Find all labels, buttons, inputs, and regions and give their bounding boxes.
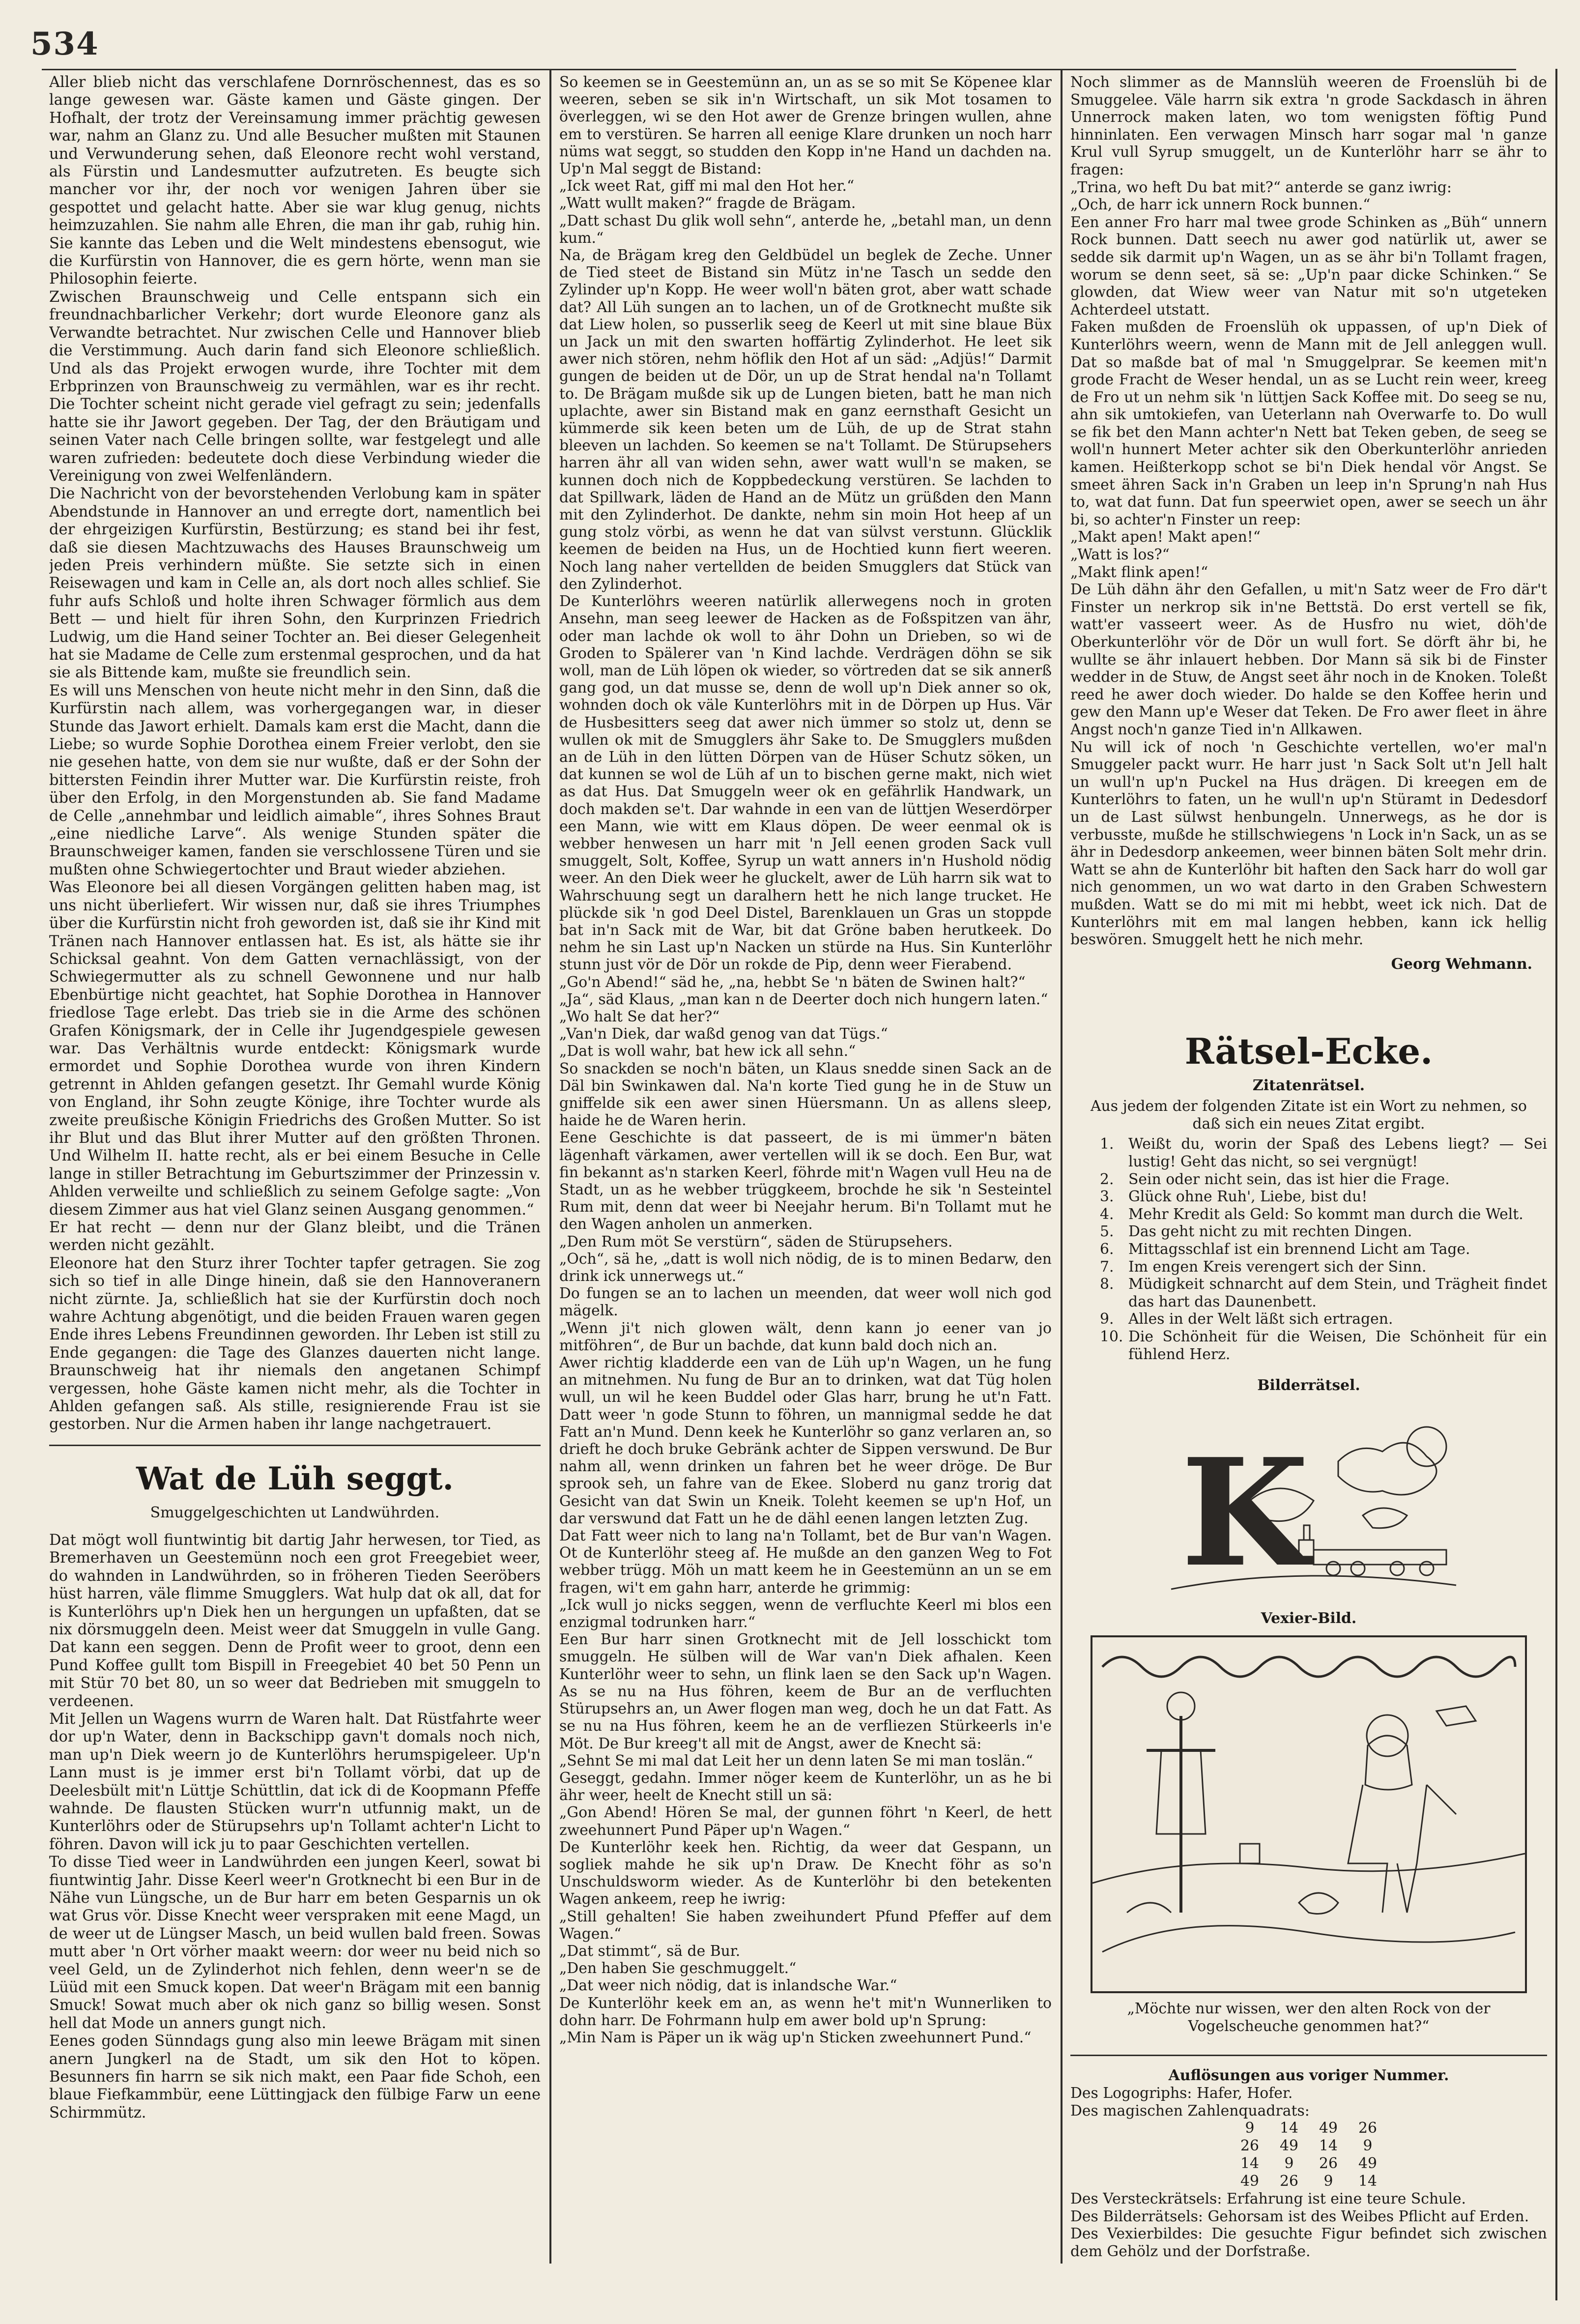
story2-end-paragraph: Faken mußden de Froenslüh ok uppassen, of up'n Diek of Kunterlöhrs weern, wenn de Mann mit de Jell anleggen wull. Dat so maßde bat of mal 'n Smuggelprar. Se keemen mit'n grode Fracht de Weser hendal, un as se Lucht rein weer, kreeg de Fro ut un nehm sik 'n lüttjen Sack Koffee mit. Do seeg se nu, ahn sik umtokiefen, van Ueterlann nah Overwarfe to. Do wull se fik bet den Mann achter'n Nett bat Teken geben, de seeg se woll'n hunnert Meter achter sik den Oberkunterlöhr anrieden kamen. Heißterkopp schot se bi'n Diek hendal vör Angst. Se smeet ähren Sack in'n Graben un leep in'n Sprung'n nah Hus to, wat dat funn. Dat fun speerwiet open, awer se seech un ähr bi, so achter'n Finster un reep: (1070, 319, 1547, 528)
story2-headline: Wat de Lüh seggt. (136, 1460, 454, 1497)
magic-square-cell: 9 (1284, 2155, 1294, 2173)
zitatenraetsel-intro: Aus jedem der folgenden Zitate ist ein Wort zu nehmen, so daß sich ein neues Zitat ergibt. (1091, 1098, 1527, 1133)
story2-continued-paragraph: So keemen se in Geestemünn an, un as se so mit Se Köpenee klar weeren, seben se sik in'n Wirtschaft, un sik Mot tosamen to överleggen, wi se den Hot awer de Grenze bringen wullen, ahne em to verstüren. Se harren all eenige Klare drunken un noch harr nüms wat seggt, so studden den Kopp in'ne Hand un dachden na. Up'n Mal seggt de Bistand: (559, 74, 1052, 178)
zitat-item (1100, 1188, 1547, 1206)
zitat-item (1100, 1258, 1547, 1276)
story2-end-paragraph: Een anner Fro harr mal twee grode Schinken as „Büh“ unnern Rock bunnen. Datt seech nu awer god natürlik ut, awer se sedde sik darmit up'n Wagen, un as se ähr bi'n Tollamt fragen, worum se denn seet, sä se: „Up'n paar dicke Schinken.“ Se glowden, dat Wiew weer van Natur mit so'n utgeteken Achterdeel utstatt. (1070, 213, 1547, 319)
vexierbild-title: Vexier-Bild. (1261, 1610, 1357, 1627)
column-2 (559, 74, 1052, 2286)
zitat-number: 5. (1100, 1223, 1114, 1241)
magic-square-cell: 49 (1280, 2137, 1298, 2155)
story1-paragraph: Es will uns Menschen von heute nicht mehr in den Sinn, daß die Kurfürstin nach allem, was vorhergegangen war, in dieser Stunde das Jawort erhielt. Damals kam erst die Macht, dann die Liebe; so wurde Sophie Dorothea einem Freier verlobt, den sie nie gesehen hatte, von dem sie nur wußte, daß er der Sohn der bittersten Feindin ihrer Mutter war. Die Kurfürstin reiste, froh über den Erfolg, in den Morgenstunden ab. Sie fand Madame de Celle „annehmbar und leidlich aimable“, ihres Sohnes Braut „eine niedliche Larve“. Als wenige Stunden später die Braunschweiger kamen, fanden sie verschlossene Türen und sie mußten ohne Schwiegertochter und Braut wieder abziehen. (49, 682, 541, 878)
zitat-text: Mehr Kredit als Geld: So kommt man durch die Welt. (1128, 1205, 1523, 1223)
magic-square-cell: 9 (1323, 2173, 1333, 2190)
vexierbild-svg (1092, 1637, 1525, 1991)
solution-value: Die gesuchte Figur befindet sich zwischen dem Gehölz und der Dorfstraße. (1070, 2225, 1547, 2260)
story2-continued-paragraph: Eene Geschichte is dat passeert, de is mi ümmer'n bäten lägenhaft värkamen, awer vertellen will ik se doch. Een Bur, wat fin bekannt as'n starken Keerl, föhrde mit'n Wagen vull Heu na de Stadt, un as he webber trüggkeem, brochde he sik 'n Sesteintel Rum mit, denn dat weer bi Neejahr herum. Bi'n Tollamt mut he den Wagen anholen un anmerken. (559, 1129, 1052, 1233)
story1 (49, 74, 541, 1434)
solutions-rule (1070, 2055, 1547, 2056)
solution-value: Hafer, Hofer. (1196, 2084, 1293, 2102)
story2-end-paragraph: Noch slimmer as de Mannslüh weeren de Froenslüh bi de Smuggelee. Väle harrn sik extra 'n grode Sackdasch in ähren Unnerrock maken laten, wo tom wenigsten föftig Pund hinninlaten. Een verwagen Minsch harr sogar mal 'n ganze Krul vull Syrup smuggelt, un de Kunterlöhr harr se ähr to fragen: (1070, 74, 1547, 178)
page-number: 534 (30, 26, 99, 62)
solution-logogriph (1070, 2085, 1547, 2102)
zitat-text: Weißt du, worin der Spaß des Lebens liegt? — Sei lustig! Geht das nicht, so sei vergnügt! (1128, 1135, 1547, 1171)
story2-continued-paragraph: „Den haben Sie geschmuggelt.“ (559, 1960, 797, 1977)
magic-square-cell: 14 (1280, 2120, 1298, 2137)
story2-continued-paragraph: „Wo halt Se dat her?“ (559, 1008, 720, 1025)
solution-value: Gehorsam ist des Weibes Pflicht auf Erden. (1207, 2208, 1529, 2225)
story2-continued-paragraph: „Dat is woll wahr, bat hew ick all sehn.“ (559, 1043, 856, 1060)
zitat-number: 8. (1100, 1276, 1114, 1293)
story2-continued-paragraph: De Kunterlöhrs weeren natürlik allerwegens noch in groten Ansehn, man seeg leewer de Hacken as de Foßspitzen van ähr, oder man lachde ok woll to ähr Dohn un Drieben, so wi de Groden to Spälerer van 'n Kind lachde. Verdrägen döhn se sik woll, man de Lüh löpen ok wieder, so vörtreden dat se sik annerß gang god, un dat musse se, denn de woll up'n Diek anner so ok, wohnden doch ok väle Kunterlöhrs mit in de Dörpen up Hus. Vär de Husbesitters seeg dat awer nich ümmer so stolz ut, denn se wullen ok mit de Smugglers ähr Sake to. De Smugglers mußden an de Lüh in den lütten Dörpen van de Hüser Schutz söken, un dat kunnen se wol de Lüh af un to bischen gerne makt, nich wiet as dat Hus. Dat Smuggeln weer ok en gefährlik Handwark, un doch makden se't. Dar wahnde in een van de lüttjen Weserdörper een Mann, wie witt em Klaus döpen. De weer eenmal ok is webber henwesen un harr mit 'n Jell eenen groden Sack vull smuggelt, Solt, Koffee, Syrup un watt anners in'n Hushold nödig weer. An den Diek weer he gluckelt, awer de Lüh harrn sik wat to Wahrschuung segt un daralhern hett he nich lange trucket. He plückde sik 'n god Deel Distel, Barenklauen un Gras un stoppde bat in'n Sack mit de War, bit dat Gröne baben herutkeek. Do nehm he sin Last up'n Nacken un stürde na Hus. Sin Kunterlöhr stunn just vör de Dör un rokde de Pip, denn weer Fierabend. (559, 593, 1052, 974)
zitat-item (1100, 1135, 1547, 1170)
magic-square-cell: 9 (1363, 2137, 1373, 2155)
magic-square-cell: 9 (1245, 2120, 1255, 2137)
story1-paragraph: Eleonore hat den Sturz ihrer Tochter tapfer getragen. Sie zog sich so tief in alle Dinge hinein, daß sie den Hannoveranern nicht zürnte. Ja, schließlich hat sie der Kurfürstin doch noch wahre Achtung abgenötigt, und die beiden Frauen waren gegen Ende ihres Lebens Freundinnen geworden. Ihr Leben ist still zu Ende gegangen: die Tage des Glanzes dauerten nicht lange. Braunschweig hat ihr niemals den angetanen Schimpf vergessen, hohe Gäste kamen nicht mehr, als die Tochter in Ahlden gefangen saß. Als stille, resignierende Frau ist sie gestorben. Nur die Armen haben ihr lange nachgetrauert. (49, 1254, 541, 1433)
story2-continued-paragraph: De Kunterlöhr keek em an, as wenn he't mit'n Wunnerliken to dohn harr. De Fohrmann hulp em awer bold up'n Sprung: (559, 1994, 1052, 2029)
zitatenraetsel-title: Zitatenrätsel. (1252, 1077, 1365, 1095)
zitat-item (1100, 1276, 1547, 1310)
story2-paragraph: To disse Tied weer in Landwührden een jungen Keerl, sowat bi fiuntwintig Jahr. Disse Keerl weer'n Grotknecht bi een Bur in de Nähe vun Lüngsche, un de Bur harr em beten Gesparnis un ok wat Grus vör. Disse Knecht weer verspraken mit eene Magd, un de weer ut de Lüngser Masch, un beid wullen bald freen. Sowas mutt aber 'n Ort vörher maakt weern: dor weer nu beid nich so veel Geld, un de Zylinderhot nich fehlen, denn weer'n se de Lüüd mit een Smuck kopen. Dat weer'n Brägam mit een bannig Smuck! Sowat much aber ok nich ganz so billig wesen. Sonst hell dat Mode un anners gungt nich. (49, 1854, 541, 2032)
story2-end-paragraph: Nu will ick of noch 'n Geschichte vertellen, wo'er mal'n Smuggeler packt wurr. He harr just 'n Sack Solt ut'n Jell halt un wull'n up'n Puckel na Hus drägen. Di kreegen em de Kunterlöhrs to faten, un he wull'n up'n Stüramt in Dedesdorf un de Last sülwst henbungeln. Unnerwegs, as he dor is verbusste, mußde he stillschwiegens 'n Lock in'n Sack, un as se ähr in Dedesdorp ankeemen, weer binnen bäten Solt mehr drin. Watt se ahn de Kunterlöhr bit haften den Sack harr do woll gar nich genommen, un wo wat darto in den Graben Schwestern mußden. Watt se do mi mit mi hebbt, weet ick nich. Dat de Kunterlöhrs mit em mal langen hebben, kann ick hellig beswören. Smuggelt hett he nich mehr. (1070, 738, 1547, 949)
magic-square-row (1230, 2137, 1387, 2155)
zitat-number: 9. (1100, 1310, 1114, 1328)
solution-label: Des Logogriphs: (1070, 2084, 1192, 2102)
story2-continued-paragraph: „Ick weet Rat, giff mi mal den Hot her.“ (559, 177, 855, 195)
story2-continued-paragraph: „Och“, sä he, „datt is woll nich nödig, de is to minen Bedarw, den drink ick unnerwegs ut.“ (559, 1250, 1052, 1285)
zitat-text: Das geht nicht zu mit rechten Dingen. (1128, 1223, 1412, 1241)
story2 (49, 1532, 541, 2122)
vexierbild-illustration (1091, 1635, 1527, 1993)
solutions-title: Auflösungen aus voriger Nummer. (1168, 2067, 1449, 2085)
zitat-text: Müdigkeit schnarcht auf dem Stein, und Trägheit findet das hart das Daunenbett. (1128, 1276, 1547, 1310)
story2-continued-paragraph: „Min Nam is Päper un ik wäg up'n Sticken zweehunnert Pund.“ (559, 2029, 1032, 2046)
zitat-item (1100, 1206, 1547, 1223)
solution-value: Erfahrung ist eine teure Schule. (1226, 2190, 1466, 2208)
zitat-item (1100, 1223, 1547, 1241)
top-rule (42, 69, 1516, 70)
bilderraetsel-letter: K (1181, 1426, 1309, 1599)
magic-square-cell: 49 (1319, 2120, 1338, 2137)
solution-versteck (1070, 2190, 1547, 2208)
story2-continued-paragraph: „Den Rum möt Se verstürn“, säden de Stürupsehers. (559, 1233, 953, 1250)
bilderraetsel-svg (1151, 1402, 1466, 1599)
story2-paragraph: Mit Jellen un Wagens wurrn de Waren halt. Dat Rüstfahrte weer dor up'n Water, denn in Backschipp gavn't domals noch nich, man up'n Diek weern jo de Kunterlöhrs herumspigeleer. Up'n Lann must is je immer erst bi'n Tollamt vörbi, dat up de Deelesbült mit'n Lüttje Schüttlin, dat ick di de Koopmann Pfeffe wahnde. De flausten Stücken wurr'n utfunnig makt, un de Kunterlöhrs oder de Stürupsehrs up'n Tollamt achter'n Licht to föhren. Davon will ick ju to paar Geschichten vertellen. (49, 1710, 541, 1853)
zitat-item (1100, 1310, 1547, 1328)
solution-quadrat-label: Des magischen Zahlenquadrats: (1070, 2102, 1310, 2120)
solution-bilder (1070, 2208, 1547, 2226)
zitate-list (1070, 1135, 1547, 1363)
magic-square-row (1230, 2173, 1387, 2190)
story1-paragraph: Er hat recht — denn nur der Glanz bleibt, und die Tränen werden nicht gezählt. (49, 1219, 541, 1254)
zitat-text: Sein oder nicht sein, das ist hier die Frage. (1128, 1170, 1450, 1188)
zitat-text: Mittagsschlaf ist ein brennend Licht am Tage. (1128, 1241, 1470, 1258)
story2-end-paragraph: „Watt is los?“ (1070, 546, 1170, 564)
bilderraetsel-title: Bilderrätsel. (1257, 1377, 1360, 1394)
magic-square-cell: 26 (1280, 2173, 1298, 2190)
story2-continued-paragraph: „Van'n Diek, dar waßd genog van dat Tügs.“ (559, 1025, 888, 1043)
solution-vexier (1070, 2225, 1547, 2260)
raetsel-ecke-title: Rätsel-Ecke. (1184, 1030, 1433, 1073)
zitat-number: 2. (1100, 1170, 1114, 1188)
zitat-number: 3. (1100, 1188, 1114, 1206)
zitat-number: 10. (1100, 1328, 1123, 1345)
story2-continued-paragraph: De Kunterlöhr keek hen. Richtig, da weer dat Gespann, un sogliek mahde he sik up'n Draw. De Knecht föhr as so'n Unschuldsworm wieder. As de Kunterlöhr bi den betekenten Wagen ankeem, reep he iwrig: (559, 1838, 1052, 1908)
story1-paragraph: Die Nachricht von der bevorstehenden Verlobung kam in später Abendstunde in Hannover an und erregte dort, namentlich bei der ehrgeizigen Kurfürstin, Bestürzung; es stand bei ihr fest, daß sie diesen Machtzuwachs des Hauses Braunschweig um jeden Preis verhindern müßte. Sie setzte sich in einen Reisewagen und kam in Celle an, als dort noch alles schlief. Sie fuhr aufs Schloß und holte ihren Schwager förmlich aus dem Bett — und hielt für ihren Sohn, den Kurprinzen Friedrich Ludwig, um die Hand seiner Tochter an. Bei dieser Gelegenheit hat sie Madame de Celle zum erstenmal gesprochen, und da hat sie als Bittende kam, mußte sie freundlich sein. (49, 485, 541, 682)
magic-square-row (1230, 2155, 1387, 2173)
story2-continued-paragraph: „Ick wull jo nicks seggen, wenn de verfluchte Keerl mi blos een enzigmal todrunken harr.“ (559, 1596, 1052, 1631)
story2-continued-paragraph: Geseggt, gedahn. Immer nöger keem de Kunterlöhr, un as he bi ähr weer, heelt de Knecht still un sä: (559, 1769, 1052, 1804)
story2-continued-paragraph: „Ja“, säd Klaus, „man kan n de Deerter doch nich hungern laten.“ (559, 990, 1048, 1008)
story1-paragraph: Aller blieb nicht das verschlafene Dornröschennest, das es so lange gewesen war. Gäste kamen und Gäste gingen. Der Hofhalt, der trotz der Vereinsamung immer prächtig gewesen war, nahm an Glanz zu. Und alle Besucher mußten mit Staunen und Verwunderung sehen, daß Eleonore recht wohl verstand, als Fürstin und Landesmutter aufzutreten. Es beugte sich mancher vor ihr, der noch vor wenigen Jahren über sie gespottet und gelacht hatte. Aber sie war klug genug, nichts heimzuzahlen. Sie nahm alle Ehren, die man ihr gab, ruhig hin. Sie kannte das Leben und die Welt mindestens ebensogut, wie die Kurfürstin von Hannover, die es gern hörte, wenn man sie Philosophin feierte. (49, 74, 541, 288)
zitat-number: 1. (1100, 1135, 1114, 1153)
story2-continued-paragraph: „Still gehalten! Sie haben zweihundert Pfund Pfeffer auf dem Wagen.“ (559, 1908, 1052, 1943)
magic-square-cell: 49 (1358, 2155, 1377, 2173)
story2-end-paragraph: „Makt apen! Makt apen!“ (1070, 528, 1261, 546)
zitat-item (1100, 1171, 1547, 1189)
story-separator (49, 1445, 541, 1446)
solution-label: Des Versteckrätsels: (1070, 2190, 1222, 2208)
story2-paragraph: Dat mögt woll fiuntwintig bit dartig Jahr herwesen, tor Tied, as Bremerhaven un Geestemünn noch een grot Freegebiet weer, do wahnden in Landwührden, so in fröheren Tieden Seeröbers hüst harren, väle flimme Smugglers. Wat hulp dat ok all, dat for is Kunterlöhrs up'n Diek hen un hergungen un upfaßten, dat se nix dörsmuggeln deen. Meist weer dat Smuggeln in vulle Gang. Dat kann een seggen. Denn de Profit weer to groot, denn een Pund Koffee gullt tom Bispill in Freegebiet 40 bet 50 Penn un mit Stür 70 bet 80, un so weer dat Bedrieben mit smuggeln to verdeenen. (49, 1531, 541, 1710)
right-border (1555, 69, 1557, 2300)
story2-continued-paragraph: So snackden se noch'n bäten, un Klaus snedde sinen Sack an de Däl bin Swinkawen dal. Na'n korte Tied gung he in de Stuw un gniffelde sik een awer sinen Hüersmann. Un as allens sleep, haide he de Waren herin. (559, 1060, 1052, 1130)
magic-square-cell: 14 (1240, 2155, 1259, 2173)
story1-paragraph: Was Eleonore bei all diesen Vorgängen gelitten haben mag, ist uns nicht überliefert. Wir wissen nur, daß sie ihres Triumphes über die Kurfürstin nicht froh geworden ist, daß sie ihr Kind mit Tränen nach Hannover entlassen hat. Es ist, als hätte sie ihr Schicksal geahnt. Von dem Gatten vernachlässigt, von der Schwiegermutter als zu schnell Gewonnene und nur halb Ebenbürtige nicht geachtet, hat Sophie Dorothea in Hannover friedlose Tage erlebt. Das trieb sie in die Arme des schönen Grafen Königsmark, der in Celle ihr Jugendgespiele gewesen war. Das Verhältnis wurde entdeckt: Königsmark wurde ermordet und Sophie Dorothea wurde von ihren Kindern getrennt in Ahlden gefangen gesetzt. Ihr Gemahl wurde König von England, ihr Sohn zeugte Könige, ihre Tochter wurde als zweite preußische Königin Friedrichs des Großen Mutter. So ist ihr Blut und das Blut ihrer Mutter auf den größten Thronen. Und Wilhelm II. hatte recht, als er bei einem Besuche in Celle lange in stiller Betrachtung im Geburtszimmer der Prinzessin v. Ahlden verweilte und schließlich zu seinem Gefolge sagte: „Von diesem Zimmer aus hat viel Glanz seinen Ausgang genommen.“ (49, 879, 541, 1219)
column-3 (1070, 74, 1547, 2286)
column-divider-1 (549, 69, 551, 2264)
zitat-text: Alles in der Welt läßt sich ertragen. (1128, 1310, 1393, 1328)
story2-continued-paragraph: „Dat weer nich nödig, dat is inlandsche War.“ (559, 1977, 897, 1995)
vexierbild-question: „Möchte nur wissen, wer den alten Rock von der Vogelscheuche genommen hat?“ (1127, 2000, 1491, 2035)
story2-continued-paragraph: Een Bur harr sinen Grotknecht mit de Jell losschickt tom smuggeln. He sülben will de War van'n Diek afhalen. Keen Kunterlöhr weer to sehn, un flink laen se den Sack up'n Wagen. As se nu na Hus föhren, keem de Bur an de verfluchten Stürupsehrs an, un Awer flogen man weg, doch he un dat Fatt. As se nu na Hus föhren, keem he an de verfliezen Stürkeerls in'e Möt. De Bur kreeg't all mit de Angst, awer de Knecht sä: (559, 1631, 1052, 1752)
story2-continued-paragraph: Na, de Brägam kreg den Geldbüdel un beglek de Zeche. Unner de Tied steet de Bistand sin Mütz in'ne Tasch un sedde den Zylinder up'n Kopp. He weer woll'n bäten grot, aber watt schade dat? All Lüh sungen an to lachen, un of de Grotknecht mußte sik dat Liew holen, so pusserlik seeg de Keerl ut mit sine blaue Büx un Jack un mit den swarten hoffärtig Zylinderhot. He leet sik awer nich stören, nehm höflik den Hot af un säd: „Adjüs!“ Darmit gungen de beiden ut de Dör, un up de Strat hendal na'n Tollamt to. De Brägam mußde sik up de Lungen bieten, batt he man nich uplachte, awer sin Bistand mak en ganz eernsthaft Gesicht un kümmerde sik keen beten um de Lüh, de up de Strat stahn bleeven un lachden. So keemen se na't Tollamt. De Stürupsehers harren ähr all van widen sehn, awer watt wull'n se maken, se kunnen doch nich de Koppbedeckung verstüren. Se lachden to dat Spillwark, läden de Hand an de Mütz un grüßden den Mann mit den Zylinderhot. De dankte, nehm sin moin Hot heep af un gung stolz vörbi, as wenn he dat van sülvst verstunn. Glücklik keemen de beiden na Hus, un de Hochtied kunn fiert weeren. Noch lang naher vertellden de beiden Smugglers dat Stück van den Zylinderhot. (559, 247, 1052, 593)
zitat-number: 4. (1100, 1205, 1114, 1223)
solution-label: Des Bilderrätsels: (1070, 2208, 1203, 2225)
zitat-number: 7. (1100, 1258, 1114, 1276)
story2-end-paragraph: „Makt flink apen!“ (1070, 563, 1208, 581)
author-signature: Georg Wehmann. (1391, 955, 1532, 973)
story2-continued-paragraph: Awer richtig kladderde een van de Lüh up'n Wagen, un he fung an mitnehmen. Nu fung de Bur an to drinken, wat dat Tüg holen wull, un wil he keen Buddel oder Glas harr, brung he ut'n Fatt. Datt weer 'n gode Stunn to föhren, un mannigmal sedde he dat Fatt an'n Mund. Denn keek he Kunterlöhr so ganz verlaren an, so drieft he doch bruke Gebränk achter de Sippen verswund. De Bur nahm all, wenn drinken un fahren bet he weer dröge. De Bur sprook seh, un fahre van de Ekee. Sloberd nu ganz trorig dat Gesicht van dat Swin un Kneik. Toleht keemen se up'n Hof, un dar verswund dat Fatt un he de dähl eenen langen letzten Zug. (559, 1354, 1052, 1527)
story2-subtitle: Smuggelgeschichten ut Landwührden. (150, 1504, 440, 1521)
story2-continued-paragraph: „Sehnt Se mi mal dat Leit her un denn laten Se mi man toslän.“ (559, 1752, 1034, 1770)
magic-square-cell: 49 (1240, 2173, 1259, 2190)
bilderraetsel-illustration (1151, 1402, 1466, 1599)
story2-continued-paragraph: Dat Fatt weer nich to lang na'n Tollamt, bet de Bur van'n Wagen. Ot de Kunterlöhr steeg af. He mußde an den ganzen Weg to Fot webber trügg. Möh un matt keem he in Geestemünn an un se em fragen, wi't em gahn harr, anterde he grimmig: (559, 1527, 1052, 1597)
story2-continued-paragraph: „Go'n Abend!“ säd he, „na, hebbt Se 'n bäten de Swinen halt?“ (559, 973, 1026, 991)
story2-paragraph: Eenes goden Sünndags gung also min leewe Brägam mit sinen anern Jungkerl na de Stadt, um sik den Hot to köpen. Besunners fin harrn se sik nich makt, een Paar fide Schoh, een blaue Fiefkammbür, eene Lüttingjack den fülbige Farw un eene Schirmmütz. (49, 2033, 541, 2121)
zitat-number: 6. (1100, 1241, 1114, 1258)
magic-square-cell: 14 (1319, 2137, 1338, 2155)
story2-end-paragraph: „Trina, wo heft Du bat mit?“ anterde se ganz iwrig: (1070, 178, 1452, 196)
story2-continued-paragraph: „Gon Abend! Hören Se mal, der gunnen föhrt 'n Keerl, de hett zweehunnert Pund Päper up'n Wagen.“ (559, 1804, 1052, 1839)
magic-square (1230, 2120, 1387, 2190)
magic-square-cell: 26 (1240, 2137, 1259, 2155)
zitat-item (1100, 1241, 1547, 1258)
zitat-text: Glück ohne Ruh', Liebe, bist du! (1128, 1188, 1368, 1206)
story1-paragraph: Zwischen Braunschweig und Celle entspann sich ein freundnachbarlicher Verkehr; dort wurde Eleonore ganz als Verwandte betrachtet. Nur zwischen Celle und Hannover blieb die Verstimmung. Auch darin fand sich Eleonore schließlich. Und als das Projekt erwogen wurde, ihre Tochter mit dem Erbprinzen von Braunschweig zu vermählen, war es ihr recht. Die Tochter scheint nicht gerade viel gefragt zu sein; jedenfalls hatte sie ihr Jawort gegeben. Der Tag, der den Bräutigam und seinen Vater nach Celle bringen sollte, war festgelegt und alle waren zufrieden: bedeutete doch diese Verbindung wieder die Vereinigung von zwei Welfenländern. (49, 288, 541, 485)
story2-continued-paragraph: Do fungen se an to lachen un meenden, dat weer woll nich god mägelk. (559, 1285, 1052, 1320)
story2-continued-paragraph: „Datt schast Du glik woll sehn“, anterde he, „betahl man, un denn kum.“ (559, 212, 1052, 247)
magic-square-cell: 26 (1358, 2120, 1377, 2137)
column-1 (49, 74, 541, 2286)
story2-end-paragraph: „Och, de harr ick unnern Rock bunnen.“ (1070, 196, 1371, 214)
magic-square-row (1230, 2120, 1387, 2137)
story2-continued-paragraph: „Watt wullt maken?“ fragde de Brägam. (559, 195, 856, 212)
zitat-text: Im engen Kreis verengert sich der Sinn. (1128, 1258, 1427, 1276)
story2-end-paragraph: De Lüh dähn ähr den Gefallen, u mit'n Satz weer de Fro där't Finster un nerkrop sik in'ne Bettstä. Do erst vertell se fik, watt'er vasseert weer. As de Husfro nu wiet, döh'de Oberkunterlöhr vör de Dör un wull fort. Se dörft ähr bi, he wullte se ähr inlauert hebben. Dor Mann sä sik bi de Finster wedder in de Stuw, de Angst seet ähr noch in de Knoken. Toleßt reed he awer doch wieder. Do halde se den Koffee herin und gew den Mann up'e Weser dat Teken. De Fro awer fleet in ähre Angst noch'n ganze Tied in'n Allkawen. (1070, 581, 1547, 738)
column-divider-2 (1061, 69, 1063, 2264)
story2-continued-paragraph: „Dat stimmt“, sä de Bur. (559, 1942, 741, 1960)
solution-label: Des Vexierbildes: (1070, 2225, 1203, 2243)
story2-continued-paragraph: „Wenn ji't nich glowen wält, denn kann jo eener van jo mitföhren“, de Bur un bachde, dat kunn bald doch nich an. (559, 1319, 1052, 1354)
zitat-text: Die Schönheit für die Weisen, Die Schönheit für ein fühlend Herz. (1128, 1328, 1547, 1363)
zitat-item (1100, 1328, 1547, 1363)
magic-square-cell: 14 (1358, 2173, 1377, 2190)
magic-square-cell: 26 (1319, 2155, 1338, 2173)
